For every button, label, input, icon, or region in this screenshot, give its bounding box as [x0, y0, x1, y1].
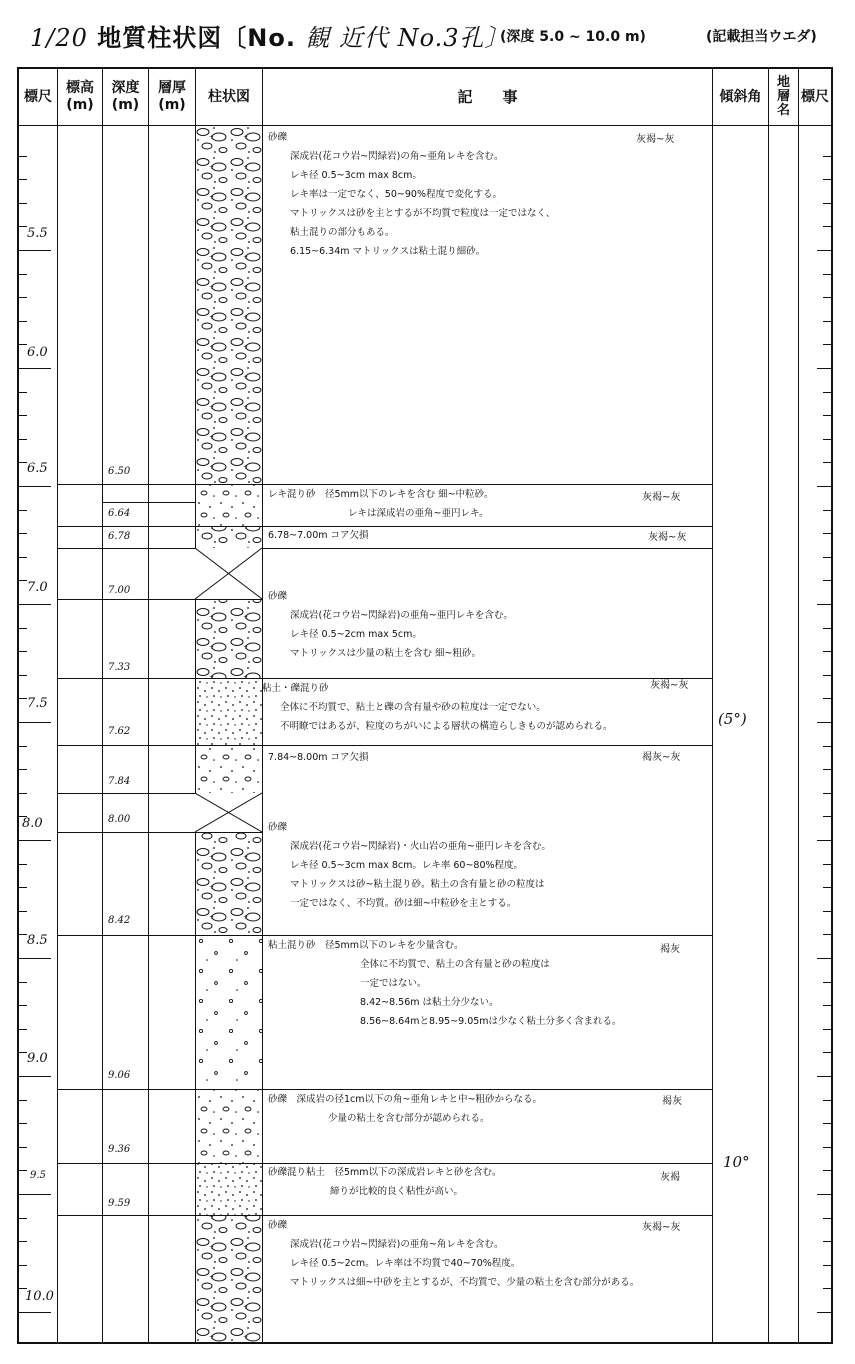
description-line: 砂礫 [268, 591, 288, 602]
scale-tick [19, 1029, 27, 1030]
description-line: 粘土混りの部分もある。 [290, 227, 395, 238]
header-divider [17, 125, 833, 126]
scale-tick [823, 982, 831, 983]
scale-tick [817, 722, 831, 723]
scale-tick [19, 698, 27, 699]
scale-tick [19, 368, 51, 369]
layer-color: 灰褐~灰 [650, 680, 689, 691]
layer-description [268, 1216, 639, 1292]
recorder: (記載担当ウエダ) [706, 29, 817, 45]
scale-tick [823, 1005, 831, 1006]
scale-tick [823, 462, 831, 463]
scale-tick [823, 769, 831, 770]
scale-tick [823, 746, 831, 747]
scale-tick [19, 1076, 51, 1077]
depth-value: 9.06 [108, 1070, 131, 1081]
header-scale-left: 標尺 [24, 88, 52, 105]
scale-tick [823, 344, 831, 345]
title-main: 地質柱状図〔No. [97, 24, 296, 52]
scale-tick [823, 297, 831, 298]
layer-description [268, 526, 369, 545]
page-title [30, 18, 510, 53]
scale-label: 8.0 [22, 816, 43, 831]
scale-tick [817, 1312, 831, 1313]
scale-tick [19, 250, 51, 251]
scale-label: 9.0 [27, 1051, 48, 1066]
depth-value: 7.62 [108, 726, 131, 737]
description-line: 締りが比較的良く粘性が高い。 [330, 1186, 464, 1197]
dip-angle-lower: 10° [723, 1153, 750, 1171]
scale-tick [19, 675, 27, 676]
depth-value: 7.00 [108, 585, 131, 596]
scale-tick [19, 864, 27, 865]
scale-tick [823, 510, 831, 511]
scale-tick [817, 486, 831, 487]
scale-label: 6.0 [27, 345, 48, 360]
description-line: レキ率は一定でなく、50~90%程度で変化する。 [290, 189, 502, 200]
description-line: 一定ではない。 [360, 978, 427, 989]
description-line: 砂礫 [268, 1220, 288, 1231]
header-thickness: 層厚 (m) [158, 80, 186, 113]
description-line: マトリックスは砂を主とするが不均質で粒度は一定ではなく、 [290, 208, 556, 219]
scale-tick [823, 1100, 831, 1101]
divider [102, 67, 103, 1344]
scale-tick [823, 651, 831, 652]
description-line: 一定ではなく、不均質。砂は細~中粒砂を主とする。 [290, 898, 517, 909]
divider [798, 67, 799, 1344]
scale-tick [19, 1123, 27, 1124]
scale-label: 10.0 [25, 1289, 54, 1304]
description-line: マトリックスは砂~粘土混り砂。粘土の含有量と砂の粒度は [290, 879, 545, 890]
scale-tick [817, 1194, 831, 1195]
scale-tick [19, 1052, 27, 1053]
scale-tick [19, 651, 27, 652]
description-line: レキ径 0.5~2cm。レキ率は不均質で40~70%程度。 [290, 1258, 521, 1269]
scale-label: 7.5 [27, 696, 48, 711]
layer-color: 灰褐~灰 [642, 1222, 681, 1233]
layer-color: 褐灰~灰 [642, 752, 681, 763]
scale-tick [823, 203, 831, 204]
scale-label: 6.5 [27, 461, 48, 476]
scale-tick [19, 510, 27, 511]
scale-tick [823, 392, 831, 393]
scale-tick [823, 580, 831, 581]
scale-tick [19, 628, 27, 629]
header-dip: 傾斜角 [719, 88, 762, 105]
description-line: 粘土・礫混り砂 [262, 683, 329, 694]
scale-tick [19, 226, 27, 227]
scale-tick [823, 1029, 831, 1030]
description-line: 粘土混り砂 径5mm以下のレキを少量含む。 [268, 940, 464, 951]
layer-description [268, 485, 494, 523]
scale-tick [19, 769, 27, 770]
layer-description [268, 128, 555, 261]
description-line: 不明瞭ではあるが、粒度のちがいによる層状の構造らしきものが認められる。 [280, 721, 613, 732]
scale-tick [19, 1100, 27, 1101]
scale-tick [823, 274, 831, 275]
scale-tick [823, 675, 831, 676]
depth-range: (深度 5.0 ~ 10.0 m) [500, 29, 646, 45]
layer-color: 褐灰 [660, 944, 680, 955]
description-line: レキは深成岩の亜角~亜円レキ。 [348, 508, 489, 519]
scale-tick [19, 1194, 51, 1195]
depth-value: 9.36 [108, 1144, 131, 1155]
layer-color: 灰褐~灰 [648, 532, 687, 543]
scale-tick [19, 156, 27, 157]
scale-tick [19, 911, 27, 912]
scale-tick [19, 297, 27, 298]
scale-tick [823, 628, 831, 629]
scale-tick [823, 864, 831, 865]
geologic-column [195, 125, 262, 1343]
title-hole: 観 近代 No.3孔〕 [305, 24, 510, 52]
header-depth: 深度 (m) [111, 80, 140, 113]
scale-tick [19, 392, 27, 393]
scale-tick [19, 746, 27, 747]
layer-description [268, 818, 551, 913]
description-line: 深成岩(花コウ岩~閃緑岩)の亜角~角レキを含む。 [290, 1239, 504, 1250]
scale-label: 7.0 [27, 580, 48, 595]
layer-description [262, 679, 613, 736]
scale-tick [823, 698, 831, 699]
scale-tick [19, 533, 27, 534]
description-line: 砂礫 [268, 132, 288, 143]
scale-tick [823, 533, 831, 534]
scale-tick [19, 1147, 27, 1148]
layer-description [268, 1163, 502, 1201]
header-formation: 地 層 名 [776, 75, 790, 118]
scale-tick [19, 274, 27, 275]
layer-color: 灰褐~灰 [642, 492, 681, 503]
description-line: レキ混り砂 径5mm以下のレキを含む 細~中粒砂。 [268, 489, 494, 500]
layer-description [268, 587, 513, 663]
scale-tick [817, 368, 831, 369]
scale-tick [817, 250, 831, 251]
scale-tick [823, 226, 831, 227]
layer-boundary [57, 526, 712, 527]
description-line: 6.78~7.00m コア欠損 [268, 530, 369, 541]
scale-label: 8.5 [27, 933, 48, 948]
depth-value: 6.50 [108, 466, 131, 477]
scale-tick [19, 580, 27, 581]
scale-tick [823, 179, 831, 180]
scale-tick [19, 1241, 27, 1242]
description-line: 砂礫 [268, 822, 288, 833]
scale-tick [823, 1147, 831, 1148]
scale-tick [19, 1312, 51, 1313]
description-line: 全体に不均質で、粘土と礫の含有量や砂の粒度は一定でない。 [280, 702, 546, 713]
scale-label: 9.5 [30, 1170, 46, 1181]
scale-tick [823, 934, 831, 935]
scale-tick [823, 1052, 831, 1053]
description-line: 8.42~8.56m は粘土分少ない。 [360, 997, 499, 1008]
layer-color: 灰褐 [660, 1172, 680, 1183]
scale-tick [19, 462, 27, 463]
scale-tick [19, 486, 51, 487]
scale-tick [19, 722, 51, 723]
description-line: レキ径 0.5~3cm max 8cm。 [290, 170, 422, 181]
scale-tick [817, 958, 831, 959]
description-line: 砂礫混り粘土 径5mm以下の深成岩レキと砂を含む。 [268, 1167, 502, 1178]
description-line: 砂礫 深成岩の径1cm以下の角~亜角レキと中~粗砂からなる。 [268, 1094, 542, 1105]
scale-tick [19, 1170, 27, 1171]
divider [148, 67, 149, 1344]
scale-tick [19, 982, 27, 983]
header-description: 記 事 [457, 87, 518, 106]
scale-tick [823, 816, 831, 817]
description-line: マトリックスは細~中砂を主とするが、不均質で、少量の粘土を含む部分がある。 [290, 1277, 640, 1288]
layer-color: 褐灰 [662, 1096, 682, 1107]
scale-tick [823, 1241, 831, 1242]
description-line: 6.15~6.34m マトリックスは粘土混り細砂。 [290, 246, 486, 257]
scale-tick [19, 557, 27, 558]
scale-tick [19, 793, 27, 794]
scale-tick [19, 321, 27, 322]
scale-tick [19, 203, 27, 204]
divider [57, 67, 58, 1344]
depth-value: 8.42 [108, 915, 131, 926]
scale-tick [19, 179, 27, 180]
scale-tick [823, 1288, 831, 1289]
scale-tick [823, 156, 831, 157]
scale-tick [823, 1123, 831, 1124]
layer-boundary [102, 502, 195, 503]
scale-tick [823, 793, 831, 794]
layer-boundary [57, 548, 712, 549]
scale-tick [823, 1170, 831, 1171]
depth-value: 9.59 [108, 1198, 131, 1209]
scale-tick [19, 439, 27, 440]
scale-tick [19, 415, 27, 416]
divider [712, 67, 713, 1344]
description-line: 少量の粘土を含む部分が認められる。 [328, 1113, 490, 1124]
layer-description [268, 936, 622, 1031]
layer-description [268, 1090, 542, 1128]
divider [768, 67, 769, 1344]
scale-tick [823, 887, 831, 888]
scale-tick [19, 344, 27, 345]
description-line: 深成岩(花コウ岩~閃緑岩)の亜角~亜円レキを含む。 [290, 610, 513, 621]
scale-tick [19, 934, 27, 935]
title-scale: 1/20 [30, 24, 88, 52]
scale-tick [19, 887, 27, 888]
scale-tick [817, 1076, 831, 1077]
scale-tick [823, 321, 831, 322]
scale-tick [823, 911, 831, 912]
description-line: 深成岩(花コウ岩~閃緑岩)・火山岩の亜角~亜円レキを含む。 [290, 841, 551, 852]
scale-tick [19, 840, 51, 841]
header-scale-right: 標尺 [801, 88, 829, 105]
header-elevation: 標高 (m) [66, 80, 94, 113]
depth-value: 7.33 [108, 662, 131, 673]
description-line: レキ径 0.5~2cm max 5cm。 [290, 629, 422, 640]
scale-tick [19, 958, 51, 959]
header-column: 柱状図 [208, 88, 250, 105]
scale-tick [19, 1265, 27, 1266]
layer-description [268, 748, 369, 767]
dip-angle-upper: (5°) [718, 710, 747, 728]
scale-tick [823, 557, 831, 558]
depth-value: 6.78 [108, 531, 131, 542]
scale-tick [19, 604, 51, 605]
depth-value: 7.84 [108, 776, 131, 787]
description-line: 7.84~8.00m コア欠損 [268, 752, 369, 763]
description-line: マトリックスは少量の粘土を含む 細~粗砂。 [290, 648, 482, 659]
scale-label: 5.5 [27, 226, 48, 241]
layer-color: 灰褐~灰 [636, 134, 675, 145]
scale-tick [823, 415, 831, 416]
description-line: レキ径 0.5~3cm max 8cm。レキ率 60~80%程度。 [290, 860, 524, 871]
scale-tick [823, 439, 831, 440]
description-line: 全体に不均質で、粘土の含有量と砂の粒度は [360, 959, 550, 970]
depth-value: 6.64 [108, 508, 131, 519]
scale-tick [817, 840, 831, 841]
scale-tick [823, 1218, 831, 1219]
description-line: 深成岩(花コウ岩~閃緑岩)の角~亜角レキを含む。 [290, 151, 504, 162]
depth-value: 8.00 [108, 814, 131, 825]
scale-tick [19, 1005, 27, 1006]
layer-boundary [57, 745, 712, 746]
description-line: 8.56~8.64mと8.95~9.05mは少なく粘土分多く含まれる。 [360, 1016, 622, 1027]
scale-tick [19, 1218, 27, 1219]
scale-tick [817, 604, 831, 605]
scale-tick [823, 1265, 831, 1266]
